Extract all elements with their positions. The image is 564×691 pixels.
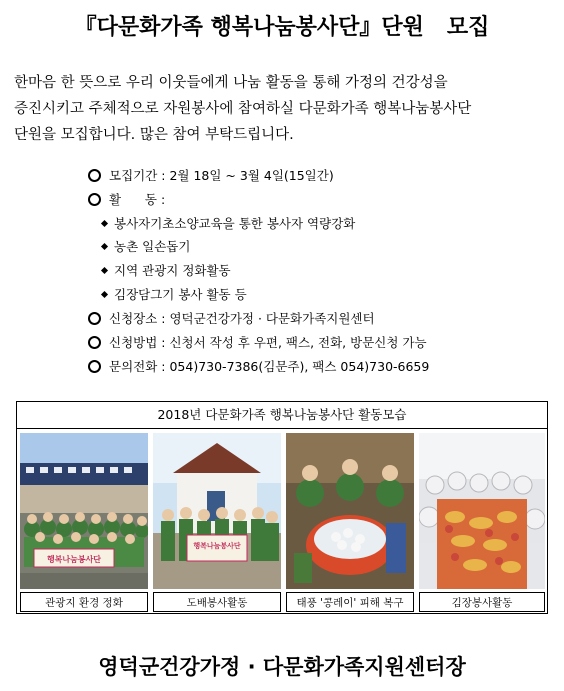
activity-subitem — [102, 285, 247, 305]
place-item — [88, 309, 375, 329]
photo-typhoon — [286, 433, 414, 589]
period-text: 모집기간 : 2월 18일 ~ 3월 4일(15일간) — [109, 168, 334, 183]
caption-typhoon: 태풍 '콩레이' 피해 복구 — [286, 592, 414, 612]
place-text: 신청장소 : 영덕군건강가정 · 다문화가족지원센터 — [109, 311, 375, 326]
circle-bullet-icon — [88, 169, 101, 182]
banner-text: 행복나눔봉사단 — [193, 542, 241, 550]
diamond-bullet-icon — [101, 267, 108, 274]
activity-text: 농촌 일손돕기 — [114, 239, 191, 254]
activity-subitem — [102, 261, 231, 281]
intro-line: 증진시키고 주체적으로 자원봉사에 참여하실 다문화가족 행복나눔봉사단 — [14, 101, 472, 117]
contact-text: 문의전화 : 054)730-7386(김문주), 팩스 054)730-6659 — [109, 359, 430, 374]
intro-line: 단원을 모집합니다. 많은 참여 부탁드립니다. — [14, 127, 294, 143]
intro-line: 한마음 한 뜻으로 우리 이웃들에게 나눔 활동을 통해 가정의 건강성을 — [14, 75, 448, 91]
activity-label: 활 동 : — [109, 192, 166, 207]
page-title: 『다문화가족 행복나눔봉사단』단원 모집 — [74, 15, 490, 40]
photo-cleanup — [20, 433, 148, 589]
activity-subitem — [102, 214, 355, 234]
activity-text: 지역 관광지 정화활동 — [114, 263, 231, 278]
activity-item — [88, 190, 165, 210]
activity-text: 봉사자기초소양교육을 통한 봉사자 역량강화 — [114, 216, 356, 231]
diamond-bullet-icon — [101, 220, 108, 227]
contact-item — [88, 357, 429, 377]
diamond-bullet-icon — [101, 243, 108, 250]
photo-kimchi — [419, 433, 545, 589]
method-text: 신청방법 : 신청서 작성 후 우편, 팩스, 전화, 방문신청 가능 — [109, 335, 427, 350]
gallery-title: 2018년 다문화가족 행복나눔봉사단 활동모습 — [17, 402, 547, 429]
circle-bullet-icon — [88, 360, 101, 373]
photo-wallpaper — [153, 433, 281, 589]
caption-cleanup: 관광지 환경 정화 — [20, 592, 148, 612]
circle-bullet-icon — [88, 312, 101, 325]
banner-text: 행복나눔봉사단 — [46, 555, 102, 564]
circle-bullet-icon — [88, 193, 101, 206]
footer-signature: 영덕군건강가정 · 다문화가족지원센터장 — [98, 655, 466, 679]
diamond-bullet-icon — [101, 291, 108, 298]
activity-text: 김장담그기 봉사 활동 등 — [114, 287, 247, 302]
caption-wallpaper: 도배봉사활동 — [153, 592, 281, 612]
method-item — [88, 333, 427, 353]
activity-subitem — [102, 237, 190, 257]
intro-paragraph — [14, 70, 552, 148]
period-item — [88, 166, 334, 186]
caption-kimchi: 김장봉사활동 — [419, 592, 545, 612]
circle-bullet-icon — [88, 336, 101, 349]
activity-gallery — [16, 401, 548, 614]
